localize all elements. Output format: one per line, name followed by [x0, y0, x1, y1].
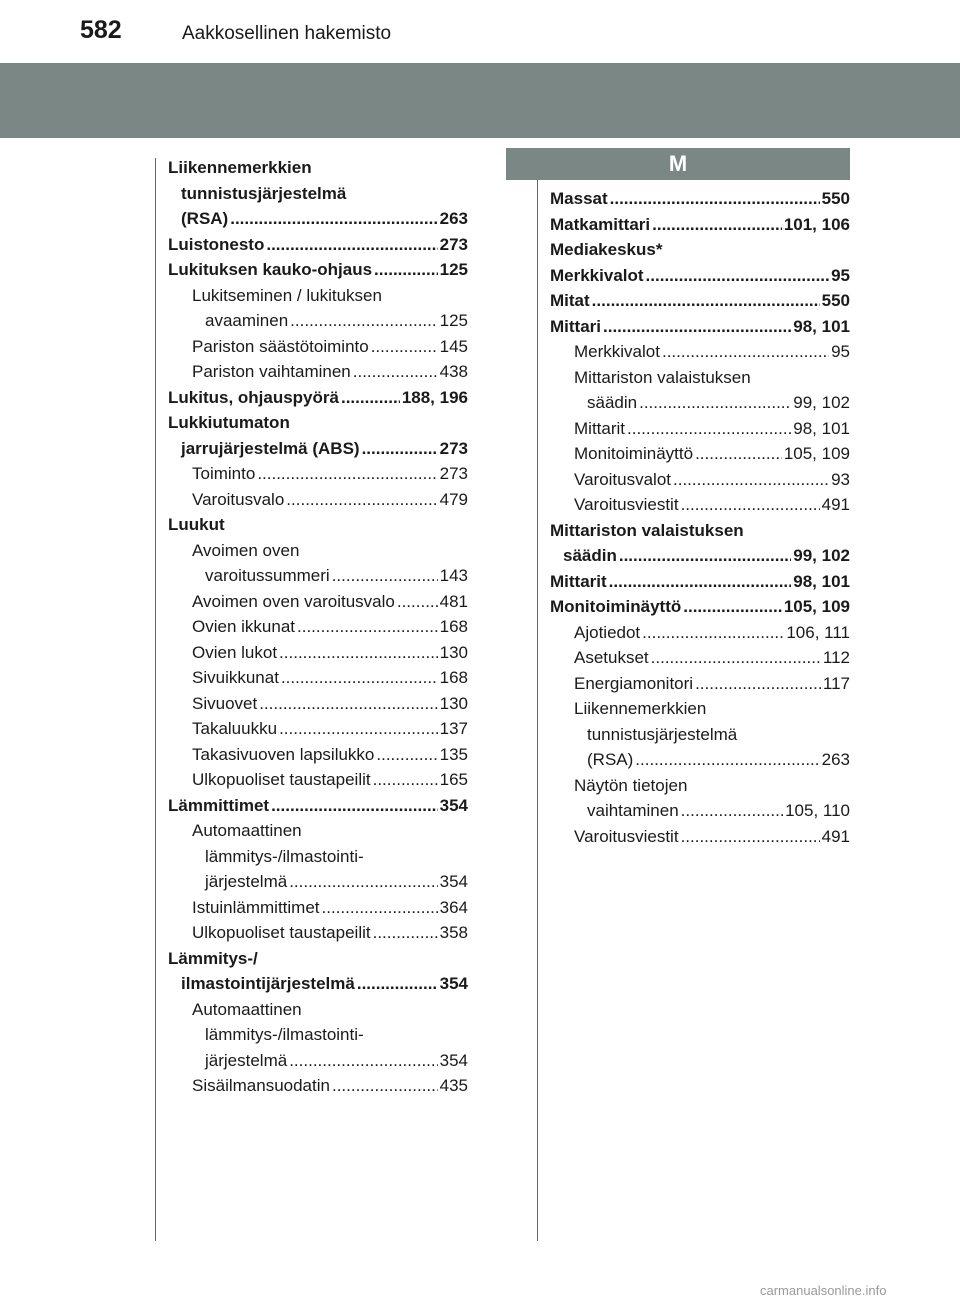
index-entry	[168, 538, 468, 564]
index-entry	[550, 747, 850, 773]
dot-leader	[374, 257, 438, 283]
index-entry-page: 105, 110	[785, 801, 850, 820]
index-entry-text: Merkkivalot	[550, 265, 644, 285]
index-entry-text: ilmastointijärjestelmä	[181, 974, 355, 993]
index-entry-text: Pariston vaihtaminen	[192, 362, 351, 381]
index-entry-text: Ulkopuoliset taustapeilit	[192, 770, 371, 789]
index-entry-text: Sisäilmansuodatin	[192, 1076, 330, 1095]
index-entry-page: 273	[439, 234, 468, 254]
index-entry-text: tunnistusjärjestelmä	[181, 183, 347, 203]
index-entry	[550, 365, 850, 391]
index-entry	[168, 232, 468, 258]
index-entry	[168, 665, 468, 691]
dot-leader	[603, 314, 791, 340]
index-entry	[168, 946, 468, 972]
index-entry-page: 354	[439, 974, 468, 993]
dot-leader	[279, 716, 438, 742]
index-entry	[168, 869, 468, 895]
index-entry	[550, 237, 850, 263]
index-entry-text: järjestelmä	[205, 872, 288, 891]
index-entry-page: 354	[439, 872, 468, 891]
index-entry-page: 263	[821, 750, 850, 769]
index-entry	[168, 971, 468, 997]
dot-leader	[357, 971, 438, 997]
index-entry-page: 98, 101	[793, 316, 850, 336]
index-entry-text: varoitussummeri	[205, 566, 330, 585]
dot-leader	[683, 594, 782, 620]
index-entry-page: 105, 109	[783, 444, 850, 463]
index-entry-page: 273	[439, 438, 468, 458]
dot-leader	[341, 385, 400, 411]
index-entry-text: Matkamittari	[550, 214, 651, 234]
index-entry	[550, 492, 850, 518]
index-entry	[168, 308, 468, 334]
dot-leader	[610, 186, 820, 212]
index-entry-text: Ovien ikkunat	[192, 617, 295, 636]
index-entry-text: Sivuikkunat	[192, 668, 279, 687]
index-entry-text: Liikennemerkkien	[168, 158, 312, 177]
index-entry-text: Massat	[550, 189, 608, 208]
index-entry	[550, 671, 850, 697]
index-entry-text: jarrujärjestelmä (ABS)	[181, 438, 360, 458]
footer-watermark: carmanualsonline.info	[760, 1283, 887, 1298]
index-entry-page: 491	[821, 495, 850, 514]
index-entry	[550, 594, 850, 620]
index-entry-text: vaihtaminen	[587, 801, 679, 820]
index-entry-text: Varoitusviestit	[574, 495, 679, 514]
dot-leader	[695, 441, 782, 467]
index-entry-text: Luistonesto	[168, 234, 265, 254]
index-entry	[168, 997, 468, 1023]
dot-leader	[681, 824, 820, 850]
dot-leader	[281, 665, 438, 691]
index-entry-page: 105, 109	[783, 597, 850, 616]
index-entry	[550, 390, 850, 416]
index-entry-text: Asetukset	[574, 648, 649, 667]
index-entry	[550, 569, 850, 595]
index-entry-page: 168	[439, 668, 468, 687]
index-entry-page: 112	[822, 648, 850, 667]
index-entry-text: Monitoiminäyttö	[574, 444, 694, 463]
dot-leader	[289, 869, 437, 895]
index-entry-page: 125	[439, 260, 468, 279]
dot-leader	[651, 645, 821, 671]
dot-leader	[362, 436, 438, 462]
index-entry	[168, 742, 468, 768]
dot-leader	[289, 1048, 437, 1074]
index-entry-text: Ulkopuoliset taustapeilit	[192, 923, 371, 942]
index-entry	[168, 334, 468, 360]
index-entry-text: lämmitys-/ilmastointi-	[205, 846, 364, 866]
index-entry	[168, 793, 468, 819]
dot-leader	[681, 492, 820, 518]
index-entry-page: 101, 106	[783, 214, 850, 234]
index-entry	[168, 920, 468, 946]
index-entry-text: Mittarit	[550, 571, 607, 591]
index-entry	[550, 773, 850, 799]
dot-leader	[642, 620, 784, 646]
dot-leader	[373, 767, 438, 793]
index-entry	[550, 339, 850, 365]
index-entry-text: Energiamonitori	[574, 673, 694, 693]
index-entry-text: Istuinlämmittimet	[192, 897, 320, 917]
index-entry	[550, 288, 850, 314]
index-entry	[168, 614, 468, 640]
dot-leader	[271, 793, 438, 819]
index-entry	[168, 563, 468, 589]
header-band	[0, 63, 960, 138]
index-entry	[168, 589, 468, 615]
index-entry-page: 98, 101	[793, 571, 850, 591]
index-entry-page: 145	[439, 336, 468, 356]
index-entry-page: 550	[821, 291, 850, 310]
index-entry-text: säädin	[587, 393, 638, 412]
index-entry-text: Merkkivalot	[574, 342, 660, 361]
index-entry	[168, 410, 468, 436]
dot-leader	[376, 742, 437, 768]
index-entry	[168, 436, 468, 462]
page-number: 582	[80, 16, 122, 44]
index-entry-text: säädin	[563, 546, 617, 565]
index-entry	[168, 716, 468, 742]
index-entry-page: 188, 196	[401, 387, 468, 407]
index-entry-text: (RSA)	[181, 209, 229, 228]
index-column-right	[550, 186, 850, 849]
index-entry-page: 99, 102	[793, 546, 850, 565]
left-divider	[155, 158, 156, 1241]
index-entry-text: Lukitseminen / lukituksen	[192, 285, 382, 305]
index-entry-page: 130	[439, 642, 468, 662]
dot-leader	[695, 671, 821, 697]
dot-leader	[322, 895, 438, 921]
index-entry-page: 550	[821, 189, 850, 208]
dot-leader	[673, 467, 829, 493]
index-entry	[168, 1022, 468, 1048]
dot-leader	[397, 589, 438, 615]
index-entry	[550, 518, 850, 544]
index-entry-page: 143	[439, 566, 468, 585]
index-entry-text: Mediakeskus*	[550, 240, 663, 259]
dot-leader	[373, 920, 438, 946]
dot-leader	[627, 416, 791, 442]
index-entry	[550, 645, 850, 671]
dot-leader	[286, 487, 437, 513]
index-entry-page: 435	[439, 1076, 468, 1095]
index-entry	[168, 359, 468, 385]
index-entry-page: 135	[439, 744, 468, 764]
index-entry-text: Avoimen oven	[192, 540, 300, 560]
index-entry	[168, 818, 468, 844]
index-entry-page: 364	[439, 897, 468, 917]
index-entry-page: 263	[439, 209, 468, 228]
dot-leader	[230, 206, 437, 232]
index-entry	[550, 620, 850, 646]
index-entry-page: 273	[439, 464, 468, 483]
index-entry	[168, 283, 468, 309]
index-entry-text: Lukitus, ohjauspyörä	[168, 387, 339, 407]
dot-leader	[259, 691, 437, 717]
index-entry	[550, 696, 850, 722]
index-entry-text: tunnistusjärjestelmä	[587, 724, 738, 744]
index-entry	[168, 767, 468, 793]
index-entry	[168, 512, 468, 538]
section-letter-header: M	[506, 148, 850, 180]
index-entry-text: (RSA)	[587, 750, 634, 769]
index-entry	[550, 186, 850, 212]
index-entry	[168, 155, 468, 181]
index-entry	[168, 1073, 468, 1099]
index-entry	[168, 385, 468, 411]
index-entry-page: 130	[439, 693, 468, 713]
index-entry-text: Lämmitys-/	[168, 948, 258, 968]
dot-leader	[652, 212, 782, 238]
index-entry	[550, 824, 850, 850]
index-entry	[168, 257, 468, 283]
index-entry	[550, 212, 850, 238]
dot-leader	[257, 461, 437, 487]
dot-leader	[266, 232, 437, 258]
index-entry-page: 95	[831, 342, 850, 361]
index-entry-text: Varoitusviestit	[574, 826, 679, 846]
index-entry-page: 165	[439, 770, 468, 789]
index-entry-page: 168	[439, 617, 468, 636]
index-entry-text: Ajotiedot	[574, 622, 641, 642]
index-entry-text: Automaattinen	[192, 999, 302, 1019]
index-entry-text: Luukut	[168, 515, 225, 534]
index-entry-page: 125	[439, 311, 468, 330]
index-entry	[550, 543, 850, 569]
dot-leader	[639, 390, 791, 416]
index-entry-text: Ovien lukot	[192, 642, 278, 662]
index-entry	[550, 467, 850, 493]
index-entry	[168, 1048, 468, 1074]
index-entry	[168, 691, 468, 717]
dot-leader	[681, 798, 783, 824]
index-entry-text: Avoimen oven varoitusvalo	[192, 591, 395, 611]
index-entry	[550, 722, 850, 748]
index-entry-page: 93	[831, 469, 850, 489]
index-entry-text: Varoitusvalo	[192, 489, 285, 509]
index-entry-text: Varoitusvalot	[574, 469, 672, 489]
dot-leader	[619, 543, 791, 569]
index-entry-text: Näytön tietojen	[574, 775, 688, 795]
index-entry-text: Mittariston valaistuksen	[550, 520, 744, 540]
index-entry	[168, 895, 468, 921]
index-entry-page: 479	[439, 489, 468, 509]
dot-leader	[297, 614, 438, 640]
index-entry-text: lämmitys-/ilmastointi-	[205, 1025, 364, 1044]
index-entry-page: 95	[831, 265, 850, 285]
index-entry-text: Takaluukku	[192, 719, 278, 738]
index-entry-text: Mittariston valaistuksen	[574, 367, 751, 387]
index-entry-text: Liikennemerkkien	[574, 699, 707, 718]
index-entry-text: Monitoiminäyttö	[550, 597, 682, 616]
index-entry	[168, 181, 468, 207]
dot-leader	[646, 263, 830, 289]
index-entry	[550, 416, 850, 442]
index-entry-text: Lämmittimet	[168, 795, 270, 815]
dot-leader	[290, 308, 437, 334]
page-title: Aakkosellinen hakemisto	[182, 23, 392, 44]
index-entry-text: Mittarit	[574, 418, 625, 438]
index-entry-text: Takasivuoven lapsilukko	[192, 744, 375, 764]
index-entry-page: 354	[439, 1050, 468, 1070]
index-entry-page: 98, 101	[793, 418, 850, 438]
index-entry-page: 491	[821, 826, 850, 846]
index-entry-page: 358	[439, 923, 468, 942]
index-entry	[550, 441, 850, 467]
index-entry	[168, 844, 468, 870]
index-entry-text: järjestelmä	[205, 1050, 288, 1070]
index-entry-page: 117	[822, 673, 850, 693]
index-entry-page: 354	[439, 795, 468, 815]
index-entry-page: 438	[439, 362, 468, 381]
dot-leader	[332, 1073, 438, 1099]
index-entry-page: 137	[439, 719, 468, 738]
page-header	[0, 0, 960, 52]
index-entry-text: avaaminen	[205, 311, 289, 330]
index-entry-page: 481	[439, 591, 468, 611]
index-entry-text: Sivuovet	[192, 693, 258, 713]
index-entry-page: 106, 111	[786, 622, 850, 642]
index-entry-page: 99, 102	[793, 393, 850, 412]
dot-leader	[609, 569, 792, 595]
index-column-left	[168, 155, 468, 1099]
index-entry	[168, 487, 468, 513]
index-entry	[168, 206, 468, 232]
index-entry-text: Mitat	[550, 291, 590, 310]
index-entry-text: Automaattinen	[192, 821, 302, 840]
dot-leader	[635, 747, 819, 773]
index-entry	[550, 314, 850, 340]
index-entry	[168, 640, 468, 666]
index-entry-text: Lukkiutumaton	[168, 413, 290, 432]
index-entry	[550, 263, 850, 289]
dot-leader	[371, 334, 438, 360]
dot-leader	[279, 640, 438, 666]
index-entry	[550, 798, 850, 824]
index-entry-text: Toiminto	[192, 464, 256, 483]
index-entry-text: Pariston säästötoiminto	[192, 336, 369, 356]
index-entry	[168, 461, 468, 487]
dot-leader	[332, 563, 438, 589]
index-entry-text: Mittari	[550, 316, 601, 336]
index-entry-text: Lukituksen kauko-ohjaus	[168, 260, 373, 279]
dot-leader	[592, 288, 820, 314]
dot-leader	[662, 339, 829, 365]
dot-leader	[353, 359, 438, 385]
middle-divider	[537, 158, 538, 1241]
